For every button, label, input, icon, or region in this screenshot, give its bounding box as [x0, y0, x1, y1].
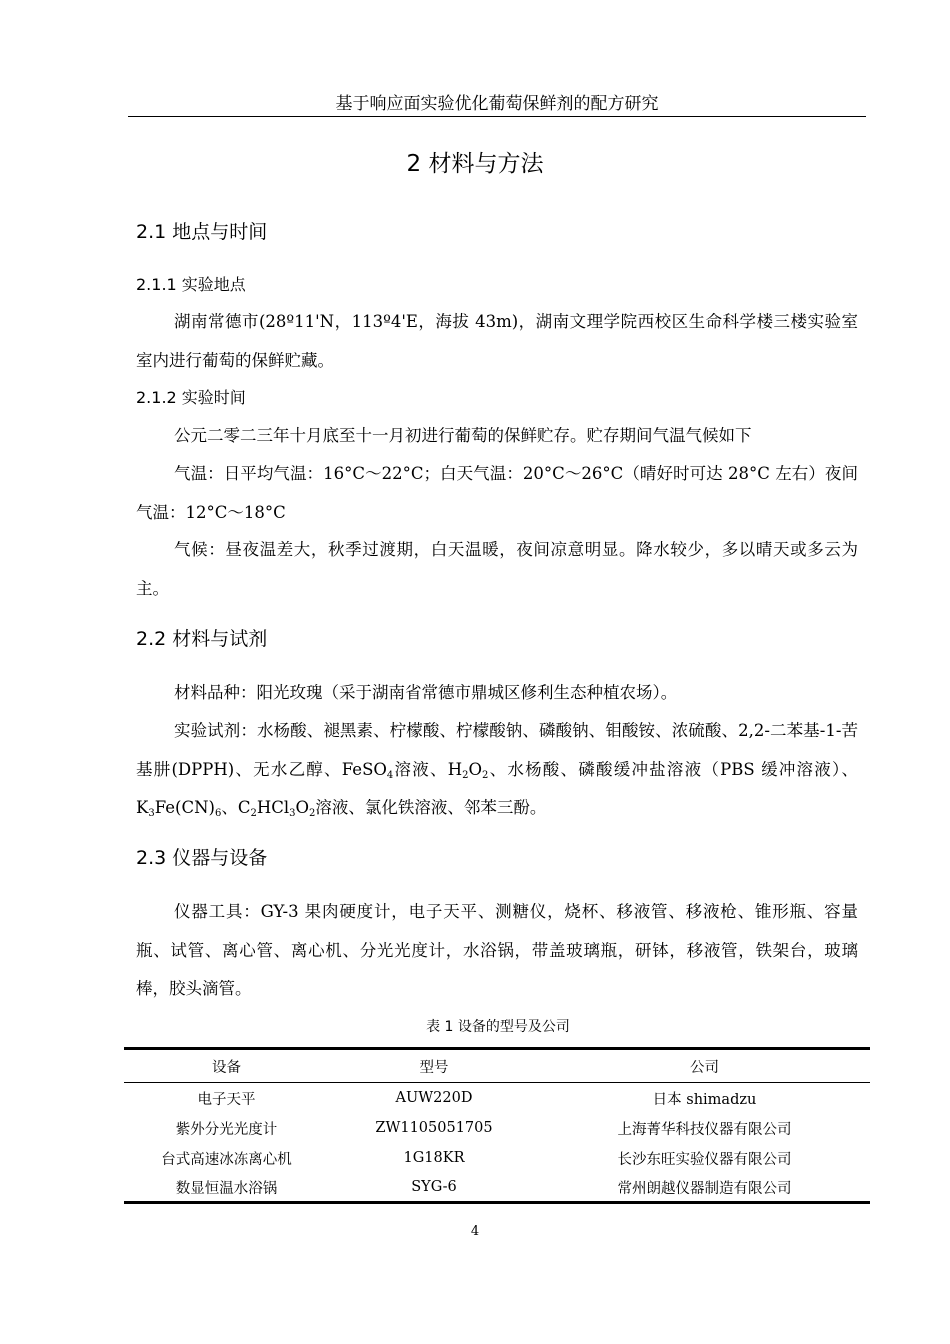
table-cell: ZW1105051705 [375, 1120, 493, 1136]
table-cell: 长沙东旺实验仪器有限公司 [617, 1151, 792, 1168]
table-cell: 数显恒温水浴锅 [124, 1173, 329, 1203]
table-caption: 表 1 设备的型号及公司 [426, 1019, 570, 1035]
table-cell: 1G18KR [403, 1150, 465, 1166]
paragraph-climate: 气候：昼夜温差大，秋季过渡期，白天温暖，夜间凉意明显。降水较少，多以晴天或多云为主。 [136, 540, 858, 598]
section-heading-2-2: 2.2 材料与试剂 [136, 628, 268, 650]
table-cell: 上海菁华科技仪器有限公司 [617, 1121, 792, 1138]
table-cell: 电子天平 [197, 1091, 256, 1108]
column-header-model: 型号 [329, 1049, 539, 1083]
table-header-row [124, 1049, 870, 1083]
table-row [124, 1173, 870, 1203]
equipment-table [124, 1047, 870, 1204]
table-cell: AUW220D [395, 1090, 473, 1106]
paragraph-instruments: 仪器工具：GY-3 果肉硬度计，电子天平、测糖仪，烧杯、移液管、移液枪、锥形瓶、容量瓶、试管、离心管、离心机、分光光度计，水浴锅，带盖玻璃瓶，研钵，移液管，铁架台，玻璃棒，胶头滴管。 [136, 902, 858, 998]
paragraph-time: 公元二零二三年十月底至十一月初进行葡萄的保鲜贮存。贮存期间气温气候如下 [174, 426, 752, 445]
table-cell: SYG-6 [329, 1173, 539, 1203]
table-row [124, 1143, 870, 1173]
table-cell: 日本 shimadzu [652, 1091, 757, 1108]
table-row [124, 1083, 870, 1114]
column-header-equipment: 设备 [124, 1049, 329, 1083]
table-cell: 紫外分光光度计 [175, 1121, 278, 1138]
section-heading-2-3: 2.3 仪器与设备 [136, 847, 268, 869]
subsection-heading-2-1-2: 2.1.2 实验时间 [136, 388, 246, 407]
paragraph-temperature: 气温：日平均气温：16°C～22°C；白天气温：20°C～26°C（晴好时可达 28°C 左右）夜间气温：12°C～18°C [136, 464, 858, 522]
table-row [124, 1113, 870, 1143]
subsection-heading-2-1-1: 2.1.1 实验地点 [136, 275, 246, 294]
running-header: 基于响应面实验优化葡萄保鲜剂的配方研究 [335, 94, 659, 114]
section-heading-2-1: 2.1 地点与时间 [136, 221, 268, 243]
table-cell: 常州朗越仪器制造有限公司 [539, 1173, 870, 1203]
header-rule [128, 116, 866, 117]
paragraph-reagents: 实验试剂：水杨酸、褪黑素、柠檬酸、柠檬酸钠、磷酸钠、钼酸铵、浓硫酸、2,2-二苯基-1-苦基肼(DPPH)、无水乙醇、FeSO$_4$溶液、$H_2O_2$、水杨酸、磷酸缓冲盐溶液（PBS 缓冲溶液）、$K_3Fe(CN)_6$、$C_2HCl_3O_2$溶液、氯化铁溶液、邻苯三酚。 [136, 721, 858, 819]
column-header-company: 公司 [539, 1049, 870, 1083]
chapter-title: 2 材料与方法 [406, 151, 544, 177]
paragraph-material: 材料品种：阳光玫瑰（采于湖南省常德市鼎城区修利生态种植农场）。 [174, 683, 678, 702]
paragraph-location: 湖南常德市(28º11'N，113º4'E，海拔 43m)，湖南文理学院西校区生命科学楼三楼实验室室内进行葡萄的保鲜贮藏。 [136, 312, 858, 370]
table-cell: 台式高速冰冻离心机 [161, 1151, 292, 1168]
page-number: 4 [470, 1224, 480, 1239]
